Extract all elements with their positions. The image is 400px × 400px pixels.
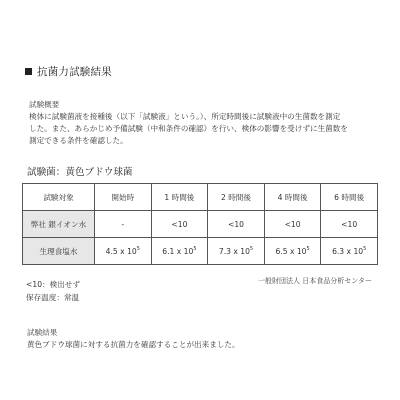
table-cell: <10 — [151, 211, 208, 238]
overview-line: した。また、あらかじめ予備試験（中和条件の確認）を行い、検体の影響を受けずに生菌数を — [29, 124, 348, 133]
result-label: 試験結果 — [27, 328, 58, 337]
table-cell: <10 — [264, 211, 321, 238]
detection-note: <10：検出せず — [26, 280, 80, 289]
square-bullet-icon — [25, 68, 32, 75]
table-row — [23, 211, 378, 238]
bacteria-title: 試験菌：黄色ブドウ球菌 — [27, 167, 133, 178]
table-cell: 6.3 x $10^5$ — [321, 238, 378, 265]
table-cell: 7.3 x $10^5$ — [208, 238, 265, 265]
row-label: 生理食塩水 — [23, 238, 95, 265]
overview-body — [29, 111, 379, 147]
header-cell: 開始時 — [95, 184, 152, 211]
table-cell: <10 — [321, 211, 378, 238]
overview-label: 試験概要 — [29, 100, 60, 109]
table-cell: <10 — [208, 211, 265, 238]
header-cell: 試験対象 — [23, 184, 95, 211]
header-cell: 1 時間後 — [151, 184, 208, 211]
table-cell: 6.1 x $10^5$ — [151, 238, 208, 265]
result-body: 黄色ブドウ球菌に対する抗菌力を確認することが出来ました。 — [27, 340, 240, 349]
table-row — [23, 238, 378, 265]
header-cell: 2 時間後 — [208, 184, 265, 211]
section-heading: 抗菌力試験結果 — [25, 64, 112, 79]
testing-organization: 一般財団法人 日本食品分析センター — [258, 277, 372, 285]
overview-line: 測定できる条件を確認した。 — [29, 136, 128, 145]
table-header-row — [23, 184, 378, 211]
table-cell: - — [95, 211, 152, 238]
header-cell: 4 時間後 — [264, 184, 321, 211]
overview-line: 検体に試験菌液を接種後（以下「試験液」という。）、所定時間後に試験液中の生菌数を測定 — [29, 112, 341, 121]
table-cell: 4.5 x $10^5$ — [95, 238, 152, 265]
table-cell: 6.5 x $10^5$ — [264, 238, 321, 265]
storage-note: 保存温度：常温 — [26, 293, 80, 302]
results-table — [22, 183, 378, 265]
row-label: 弊社 銀イオン水 — [23, 211, 95, 238]
header-cell: 6 時間後 — [321, 184, 378, 211]
